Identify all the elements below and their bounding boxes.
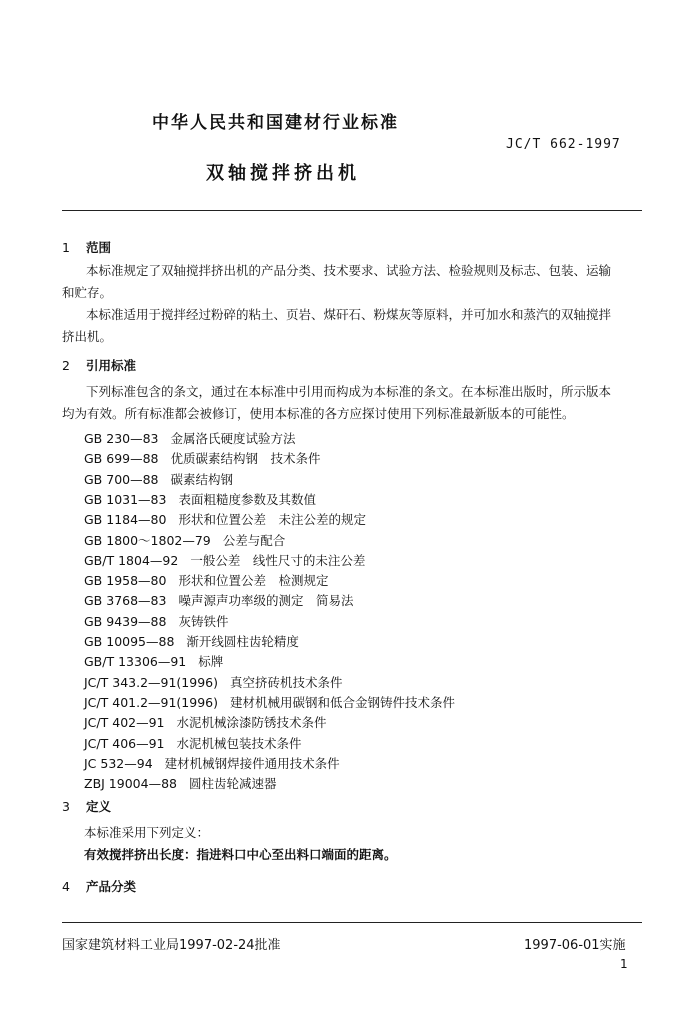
- reference-item: [84, 571, 328, 589]
- header-divider: [62, 210, 642, 211]
- section-number: 1: [62, 240, 70, 255]
- section-title: 引用标准: [86, 358, 137, 373]
- reference-title: 形状和位置公差 检测规定: [178, 573, 329, 589]
- section-number: 4: [62, 879, 70, 894]
- reference-code: JC 532—94: [84, 755, 153, 771]
- reference-code: GB 1800～1802—79: [84, 532, 211, 548]
- reference-code: ZBJ 19004—88: [84, 776, 177, 792]
- reference-item: [84, 490, 316, 508]
- reference-title: 噪声源声功率级的测定 简易法: [178, 593, 354, 609]
- reference-code: GB 1958—80: [84, 573, 167, 589]
- reference-title: 灰铸铁件: [178, 613, 229, 629]
- effective-date: 1997-06-01实施: [524, 938, 626, 953]
- reference-code: GB/T 1804—92: [84, 552, 179, 568]
- reference-code: GB 9439—88: [84, 613, 167, 629]
- section-number: 2: [62, 358, 70, 373]
- section-title: 范围: [86, 240, 112, 255]
- footer-divider: [62, 922, 642, 923]
- reference-code: GB 700—88: [84, 471, 159, 487]
- reference-item: [84, 449, 321, 467]
- reference-code: GB 1184—80: [84, 512, 167, 528]
- reference-code: GB 1031—83: [84, 491, 167, 507]
- issuing-body-title: 中华人民共和国建材行业标准: [152, 113, 399, 133]
- reference-title: 碳素结构钢: [170, 471, 234, 487]
- reference-item: [84, 531, 285, 549]
- reference-code: JC/T 401.2—91(1996): [84, 694, 218, 710]
- reference-title: 建材机械钢焊接件通用技术条件: [164, 755, 340, 771]
- reference-item: [84, 774, 276, 792]
- reference-item: [84, 713, 327, 731]
- reference-code: GB 699—88: [84, 451, 159, 467]
- document-title: 双轴搅拌挤出机: [206, 163, 360, 184]
- reference-item: [84, 673, 343, 691]
- section-1-paragraph-1: 本标准规定了双轴搅拌挤出机的产品分类、技术要求、试验方法、检验规则及标志、包装、运输和贮存。: [62, 263, 612, 300]
- reference-code: JC/T 343.2—91(1996): [84, 674, 218, 690]
- reference-item: [84, 652, 223, 670]
- reference-title: 渐开线圆柱齿轮精度: [186, 634, 299, 649]
- section-1-heading: [62, 238, 111, 256]
- section-number: 3: [62, 799, 70, 814]
- reference-item: [84, 551, 365, 569]
- reference-title: 表面粗糙度参数及其数值: [178, 491, 316, 507]
- page-number: 1: [620, 957, 628, 971]
- section-title: 定义: [86, 799, 112, 814]
- reference-item: [84, 754, 340, 772]
- reference-title: 水泥机械包装技术条件: [176, 735, 302, 751]
- section-4-heading: [62, 877, 136, 895]
- reference-item: [84, 734, 302, 752]
- reference-item: [84, 693, 455, 711]
- reference-code: JC/T 406—91: [84, 735, 165, 751]
- approval-line: 国家建筑材料工业局1997-02-24批准: [62, 938, 281, 953]
- reference-item: [84, 510, 366, 528]
- reference-item: [84, 591, 353, 609]
- section-3-definition: 有效搅拌挤出长度：指进料口中心至出料口端面的距离。: [84, 847, 397, 862]
- reference-title: 金属洛氏硬度试验方法: [170, 431, 296, 446]
- section-3-line-1: 本标准采用下列定义：: [84, 825, 210, 840]
- reference-item: [84, 632, 299, 650]
- reference-code: GB 230—83: [84, 431, 159, 446]
- section-2-paragraph-1: 下列标准包含的条文，通过在本标准中引用而构成为本标准的条文。在本标准出版时，所示版本均为有效。所有标准都会被修订，使用本标准的各方应探讨使用下列标准最新版本的可能性。: [62, 384, 612, 421]
- reference-code: GB 10095—88: [84, 634, 175, 649]
- section-2-heading: [62, 356, 136, 374]
- reference-title: 真空挤砖机技术条件: [230, 674, 343, 690]
- reference-title: 标牌: [198, 654, 224, 670]
- reference-title: 水泥机械涂漆防锈技术条件: [176, 715, 327, 731]
- reference-item: [84, 470, 233, 488]
- reference-item: [84, 429, 296, 447]
- section-3-heading: [62, 797, 111, 815]
- reference-code: GB/T 13306—91: [84, 654, 187, 670]
- reference-code: GB 3768—83: [84, 593, 167, 609]
- reference-title: 优质碳素结构钢 技术条件: [170, 451, 321, 467]
- reference-title: 公差与配合: [222, 532, 286, 548]
- reference-item: [84, 612, 228, 630]
- reference-title: 一般公差 线性尺寸的未注公差: [190, 552, 366, 568]
- reference-title: 建材机械用碳钢和低合金钢铸件技术条件: [230, 694, 456, 710]
- reference-title: 圆柱齿轮减速器: [188, 776, 277, 792]
- section-1-paragraph-2: 本标准适用于搅拌经过粉碎的粘土、页岩、煤矸石、粉煤灰等原料，并可加水和蒸汽的双轴搅拌挤出机。: [62, 307, 612, 344]
- reference-code: JC/T 402—91: [84, 715, 165, 731]
- reference-title: 形状和位置公差 未注公差的规定: [178, 512, 366, 528]
- standard-code: JC/T 662-1997: [506, 137, 621, 152]
- section-title: 产品分类: [86, 879, 137, 894]
